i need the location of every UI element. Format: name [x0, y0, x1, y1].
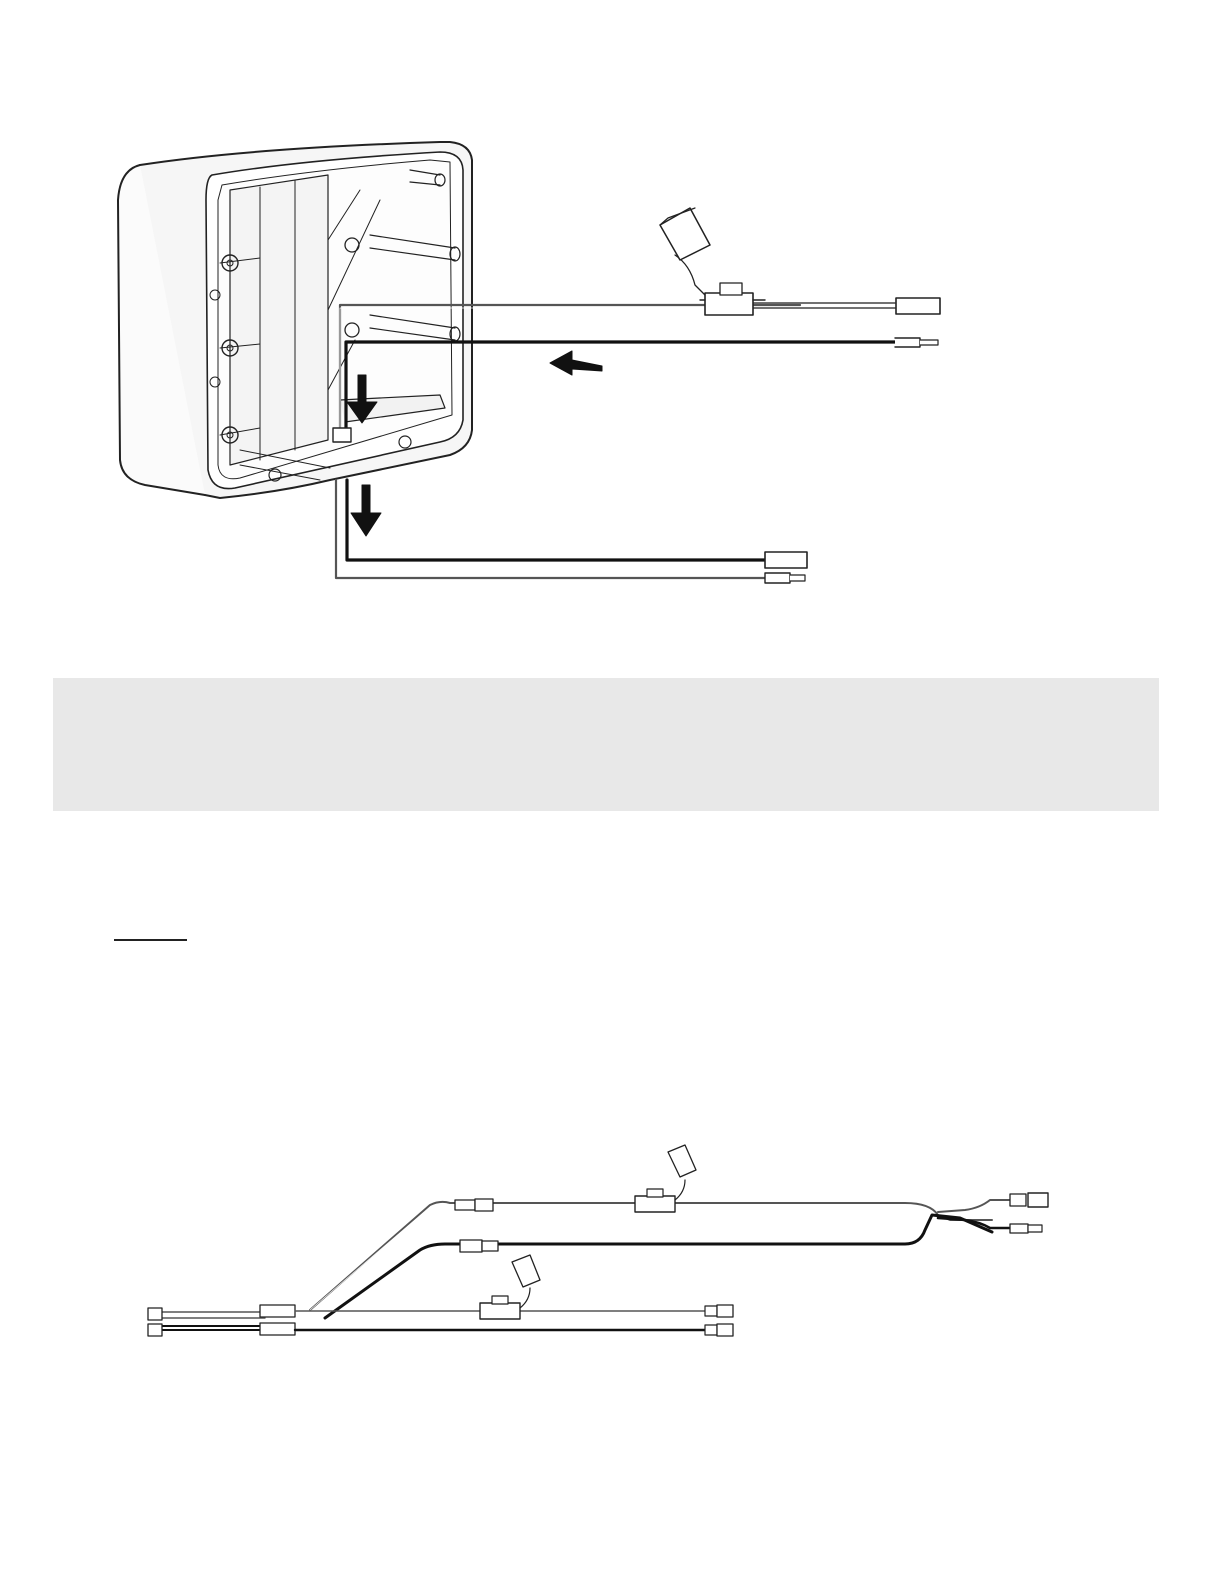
- gray-band: [53, 678, 1159, 811]
- wiring-harness-icon: [130, 1140, 1070, 1360]
- enclosure-wiring-icon: [100, 130, 960, 600]
- underline-rule: [114, 939, 187, 941]
- enclosure-wiring-illustration: [100, 130, 960, 600]
- wiring-harness-illustration: [130, 1140, 1070, 1360]
- arrow-down-icon: [351, 485, 381, 536]
- arrow-left-icon: [550, 351, 602, 375]
